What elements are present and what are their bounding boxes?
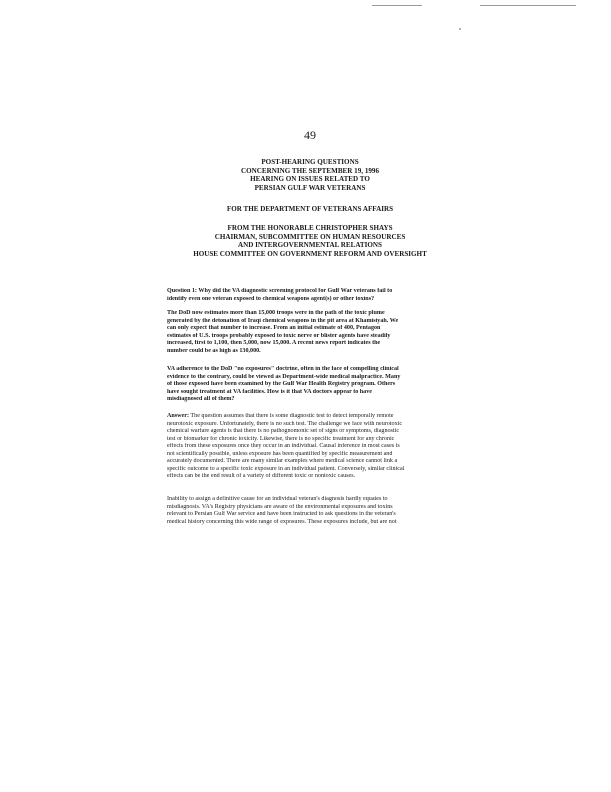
from-line: CHAIRMAN, SUBCOMMITTEE ON HUMAN RESOURCES: [214, 232, 406, 241]
paragraph-line: relevant to Persian Gulf War service and have been instructed to ask questions in the veteran's: [167, 511, 396, 518]
paragraph-line: specific outcome to a specific toxic exposure in an individual patient. Conversely, similar clinical: [167, 465, 405, 472]
paragraph-line: effects can be the end result of a variety of different toxic or nontoxic causes.: [167, 473, 356, 480]
title-line: CONCERNING THE SEPTEMBER 19, 1996: [240, 166, 380, 175]
answer-first-text: The question assumes that there is some diagnostic test to detect temporally remote: [189, 413, 394, 419]
title-line: PERSIAN GULF WAR VETERANS: [254, 183, 366, 192]
recipient-text: FOR THE DEPARTMENT OF VETERANS AFFAIRS: [226, 205, 394, 213]
question-1: [167, 288, 450, 303]
paragraph-line: misdiagnosis. VA's Registry physicians are aware of the environmental exposures and toxins: [167, 503, 393, 510]
paragraph-line: test or biomarker for chronic toxicity. Likewise, there is no specific treatment for any chronic: [167, 435, 395, 442]
paragraph-line: can only expect that number to increase. From an initial estimate of 400, Pentagon: [167, 325, 381, 332]
inability-paragraph: [167, 496, 450, 526]
paragraph-line: VA adherence to the DoD "no exposures" doctrine, often in the face of compelling clinical: [167, 366, 399, 372]
paragraph-line: estimates of U.S. troops probably exposed to toxic nerve or blister agents have steadily: [167, 332, 391, 339]
scan-artifact-line: [480, 5, 576, 6]
answer-paragraph: [167, 413, 450, 481]
document-title: [150, 158, 470, 192]
from-line: AND INTERGOVERNMENTAL RELATIONS: [238, 241, 382, 250]
paragraph-line: misdiagnosed all of them?: [167, 396, 235, 403]
paragraph-line: not scientifically possible, unless exposure has been quantified by specific measurement and: [167, 450, 393, 457]
paragraph-line: increased, first to 1,100, then 5,000, now 15,000. A recent news report indicates the: [167, 340, 381, 347]
paragraph-line: evidence to the contrary, could be viewed as Department-wide medical malpractice. Many: [167, 373, 401, 380]
from-block: [150, 224, 470, 258]
scan-speck: [459, 28, 461, 30]
paragraph-line: chemical warfare agents is that there is no pathognomonic set of signs or symptoms, diagnostic: [167, 428, 400, 435]
paragraph-line: accurately documented. There are many similar examples where medical science cannot link a: [167, 458, 398, 465]
paragraph-line: have sought treatment at VA facilities. How is it that VA doctors appear to have: [167, 388, 372, 395]
question-line: Question 1: Why did the VA diagnostic screening protocol for Gulf War veterans fail to: [167, 288, 393, 294]
answer-label: Answer:: [167, 413, 190, 419]
page-number: 49: [304, 128, 316, 142]
question-line: identify even one veteran exposed to chemical weapons agent(s) or other toxins?: [167, 295, 375, 302]
paragraph-line: effects from these exposures once they occur in an individual. Causal inference in most cases is: [167, 443, 400, 450]
dod-estimate-paragraph: [167, 310, 450, 355]
recipient-line: [150, 205, 470, 214]
paragraph-line: neurotoxic exposure. Unfortunately, there is no such test. The challenge we face with neurotoxic: [167, 420, 403, 427]
paragraph-line: medical history concerning this wide range of exposures. These exposures include, but are not: [167, 518, 397, 525]
paragraph-line: of those exposed have been examined by the Gulf War Health Registry program. Others: [167, 381, 396, 388]
title-line: HEARING ON ISSUES RELATED TO: [250, 175, 370, 184]
answer-first-line: [167, 413, 450, 421]
paragraph-line: The DoD now estimates more than 15,000 troops were in the path of the toxic plume: [167, 310, 385, 316]
from-line: HOUSE COMMITTEE ON GOVERNMENT REFORM AND OVERSIGHT: [193, 249, 427, 258]
paragraph-line: number could be as high as 130,000.: [167, 347, 261, 354]
paragraph-line: Inability to assign a definitive cause for an individual veteran's diagnosis hardly equates to: [167, 496, 388, 502]
title-line: POST-HEARING QUESTIONS: [261, 158, 359, 166]
from-line: FROM THE HONORABLE CHRISTOPHER SHAYS: [227, 224, 393, 232]
scan-artifact-line: [372, 5, 422, 6]
paragraph-line: generated by the detonation of Iraqi chemical weapons in the pit area at Khamisiyah. We: [167, 317, 399, 324]
va-adherence-paragraph: [167, 366, 450, 404]
